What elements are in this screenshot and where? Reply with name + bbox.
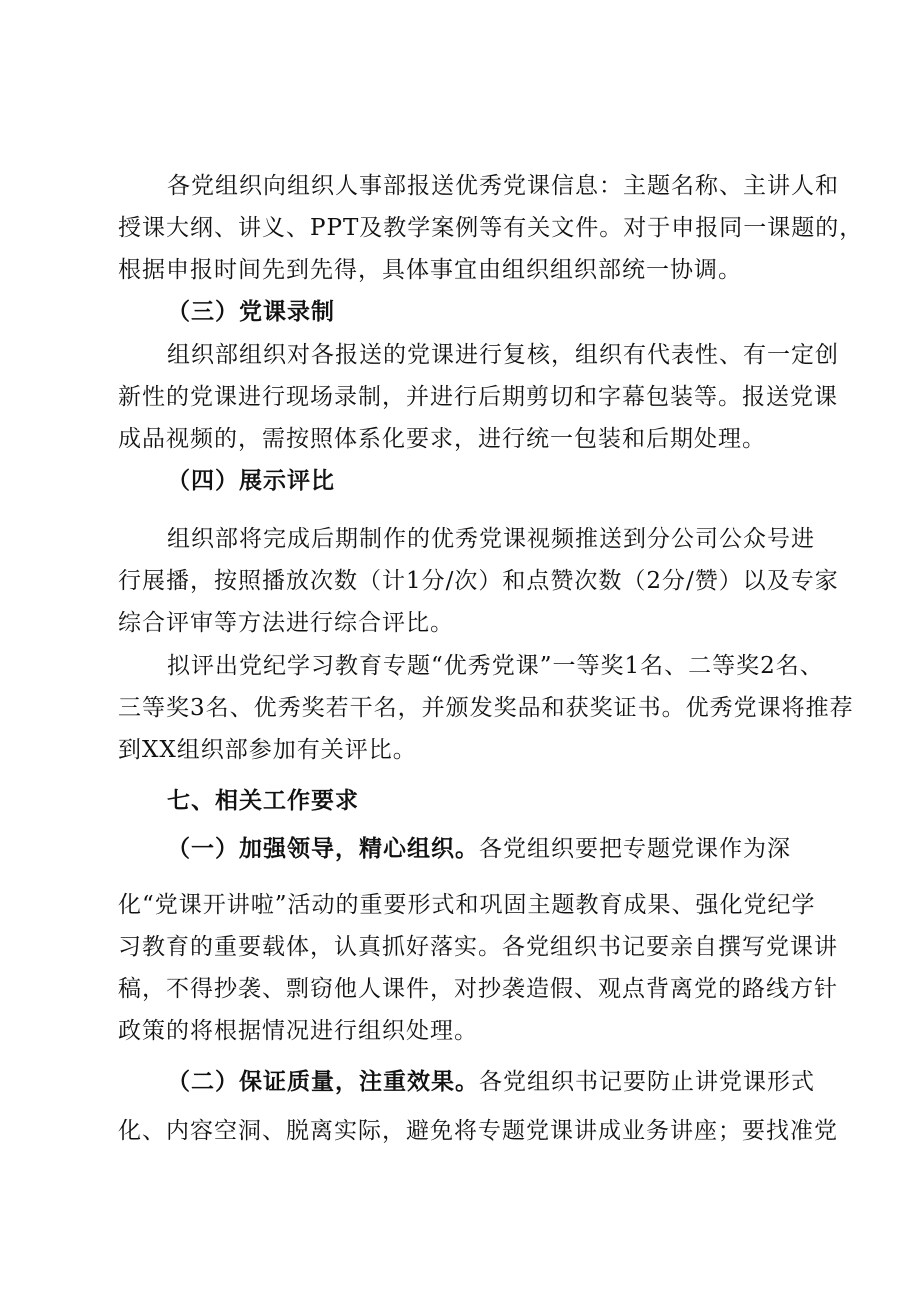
paragraph-line: 组织部将完成后期制作的优秀党课视频推送到分公司公众号进 bbox=[167, 526, 815, 552]
paragraph-line: 到XX组织部参加有关评比。 bbox=[118, 737, 417, 763]
paragraph-line: 新性的党课进行现场录制，并进行后期剪切和字幕包装等。报送党课 bbox=[118, 384, 838, 410]
paragraph-line bbox=[167, 834, 791, 864]
paragraph-line: 授课大纲、讲义、PPT及教学案例等有关文件。对于申报同一课题的， bbox=[118, 215, 864, 241]
paragraph-line: 化、内容空洞、脱离实际，避免将专题党课讲成业务讲座；要找准党 bbox=[118, 1118, 838, 1144]
chapter-heading: 七、相关工作要求 bbox=[167, 788, 359, 814]
paragraph-line: 拟评出党纪学习教育专题“优秀党课”一等奖1名、二等奖2名、 bbox=[167, 653, 824, 679]
section-heading: （四）展示评比 bbox=[167, 468, 335, 494]
paragraph-line: 综合评审等方法进行综合评比。 bbox=[118, 610, 454, 636]
subheading-bold: （二）保证质量，注重效果。 bbox=[167, 1069, 479, 1095]
paragraph-line: 政策的将根据情况进行组织处理。 bbox=[118, 1018, 478, 1044]
paragraph-line: 各党组织向组织人事部报送优秀党课信息：主题名称、主讲人和 bbox=[167, 173, 839, 199]
paragraph-line: 习教育的重要载体，认真抓好落实。各党组织书记要亲自撰写党课讲 bbox=[118, 934, 838, 960]
paragraph-line bbox=[167, 1067, 815, 1097]
paragraph-line: 根据申报时间先到先得，具体事宜由组织组织部统一协调。 bbox=[118, 257, 742, 283]
paragraph-line: 稿，不得抄袭、剽窃他人课件，对抄袭造假、观点背离党的路线方针 bbox=[118, 976, 838, 1002]
paragraph-text: 各党组织要把专题党课作为深 bbox=[479, 836, 791, 862]
subheading-bold: （一）加强领导，精心组织。 bbox=[167, 836, 479, 862]
section-heading: （三）党课录制 bbox=[167, 299, 335, 325]
paragraph-line: 三等奖3名、优秀奖若干名，并颁发奖品和获奖证书。优秀党课将推荐 bbox=[118, 695, 854, 721]
paragraph-line: 化“党课开讲啦”活动的重要形式和巩固主题教育成果、强化党纪学 bbox=[118, 892, 816, 918]
paragraph-line: 组织部组织对各报送的党课进行复核，组织有代表性、有一定创 bbox=[167, 342, 839, 368]
paragraph-line: 行展播，按照播放次数（计1分/次）和点赞次数（2分/赞）以及专家 bbox=[118, 568, 839, 594]
paragraph-line: 成品视频的，需按照体系化要求，进行统一包装和后期处理。 bbox=[118, 426, 766, 452]
paragraph-text: 各党组织书记要防止讲党课形式 bbox=[479, 1069, 815, 1095]
